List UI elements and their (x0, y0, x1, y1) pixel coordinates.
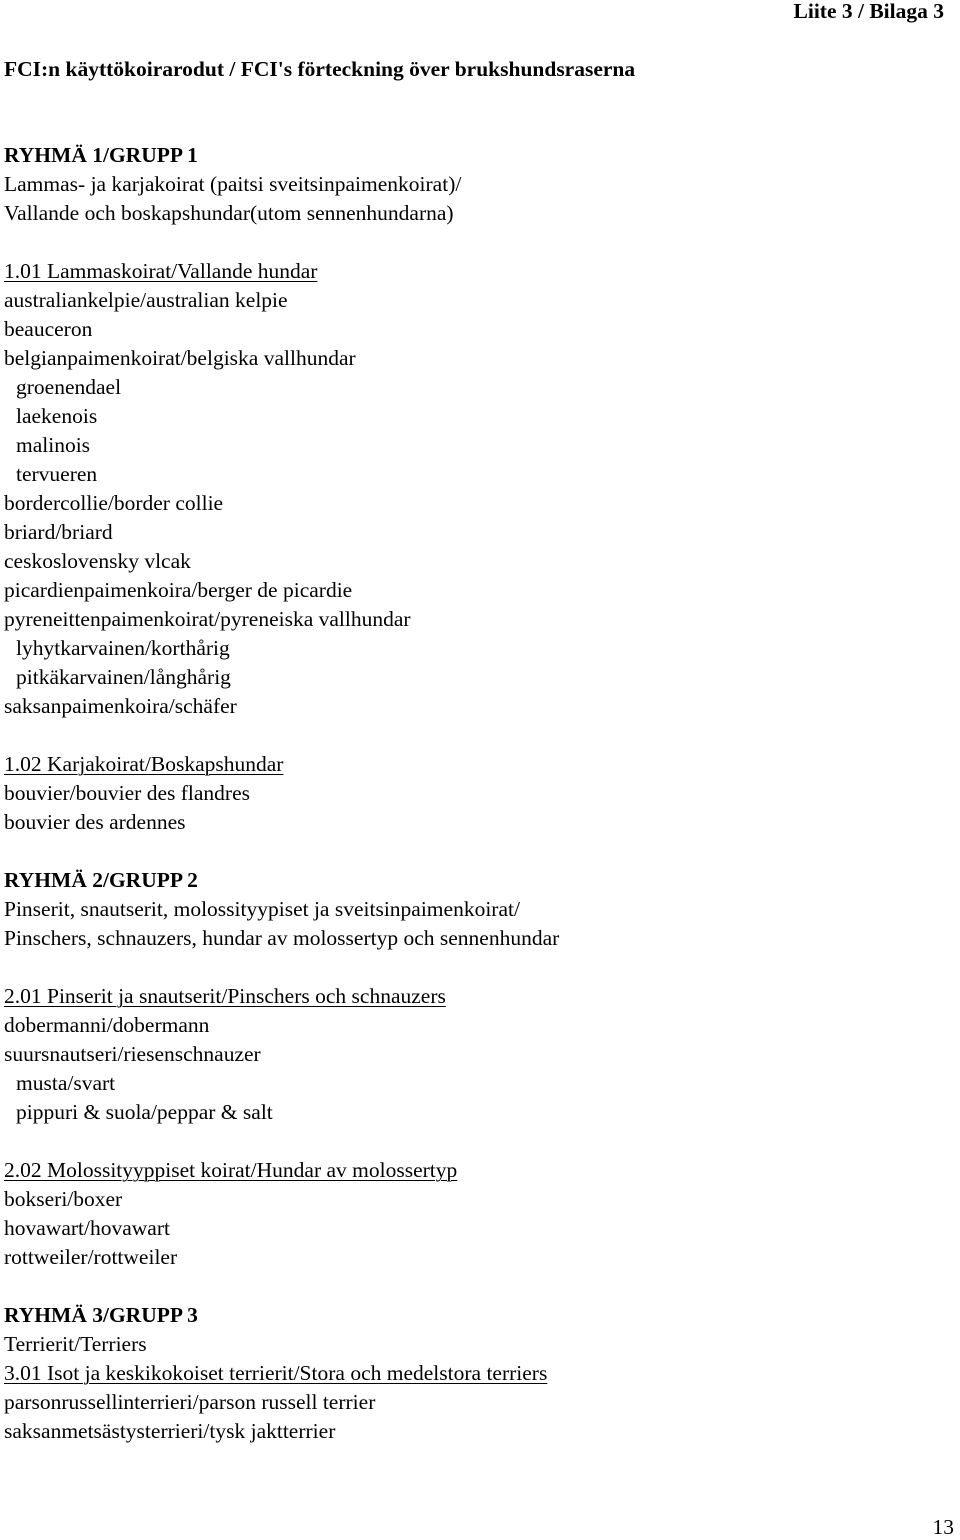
group-2-desc-fi: Pinserit, snautserit, molossityypiset ja sveitsinpaimenkoirat/ (4, 897, 520, 921)
group-1-desc-sv: Vallande och boskapshundar(utom sennenhundarna) (4, 201, 454, 225)
breed-item: saksanpaimenkoira/schäfer (4, 694, 237, 718)
breed-item: ceskoslovensky vlcak (4, 549, 191, 573)
group-2-desc-sv: Pinschers, schnauzers, hundar av molossertyp och sennenhundar (4, 926, 560, 950)
page-number: 13 (932, 1515, 954, 1539)
breed-variety-item: groenendael (16, 375, 122, 399)
appendix-label: Liite 3 / Bilaga 3 (793, 0, 944, 23)
breed-item: rottweiler/rottweiler (4, 1245, 178, 1269)
breed-item: belgianpaimenkoirat/belgiska vallhundar (4, 346, 356, 370)
breed-item: parsonrussellinterrieri/parson russell terrier (4, 1390, 376, 1414)
breed-variety-item: musta/svart (16, 1071, 116, 1095)
group-1-title: RYHMÄ 1/GRUPP 1 (4, 143, 198, 167)
breed-item: pyreneittenpaimenkoirat/pyreneiska vallhundar (4, 607, 411, 631)
breed-item: beauceron (4, 317, 93, 341)
section-3-01-title: 3.01 Isot ja keskikokoiset terrierit/Stora och medelstora terriers (4, 1361, 548, 1385)
breed-variety-item: pitkäkarvainen/långhårig (16, 665, 231, 689)
group-3-title: RYHMÄ 3/GRUPP 3 (4, 1303, 198, 1327)
breed-item: bordercollie/border collie (4, 491, 224, 515)
breed-item: saksanmetsästysterrieri/tysk jaktterrier (4, 1419, 336, 1443)
breed-item: hovawart/hovawart (4, 1216, 170, 1240)
section-1-01-title: 1.01 Lammaskoirat/Vallande hundar (4, 259, 318, 283)
breed-item: australiankelpie/australian kelpie (4, 288, 288, 312)
section-2-01-title: 2.01 Pinserit ja snautserit/Pinschers och schnauzers (4, 984, 446, 1008)
breed-item: suursnautseri/riesenschnauzer (4, 1042, 261, 1066)
breed-variety-item: pippuri & suola/peppar & salt (16, 1100, 273, 1124)
section-2-02-title: 2.02 Molossityyppiset koirat/Hundar av molossertyp (4, 1158, 458, 1182)
breed-variety-item: tervueren (16, 462, 98, 486)
breed-variety-item: laekenois (16, 404, 98, 428)
breed-item: picardienpaimenkoira/berger de picardie (4, 578, 353, 602)
section-1-02-title: 1.02 Karjakoirat/Boskapshundar (4, 752, 284, 776)
breed-item: briard/briard (4, 520, 113, 544)
breed-variety-item: lyhytkarvainen/korthårig (16, 636, 230, 660)
breed-item: bouvier/bouvier des flandres (4, 781, 250, 805)
group-3-desc: Terrierit/Terriers (4, 1332, 147, 1356)
group-1-desc-fi: Lammas- ja karjakoirat (paitsi sveitsinpaimenkoirat)/ (4, 172, 462, 196)
breed-item: bokseri/boxer (4, 1187, 123, 1211)
breed-item: dobermanni/dobermann (4, 1013, 210, 1037)
document-title: FCI:n käyttökoirarodut / FCI's förteckning över brukshundsraserna (4, 57, 636, 81)
group-2-title: RYHMÄ 2/GRUPP 2 (4, 868, 198, 892)
breed-item: bouvier des ardennes (4, 810, 186, 834)
breed-variety-item: malinois (16, 433, 91, 457)
